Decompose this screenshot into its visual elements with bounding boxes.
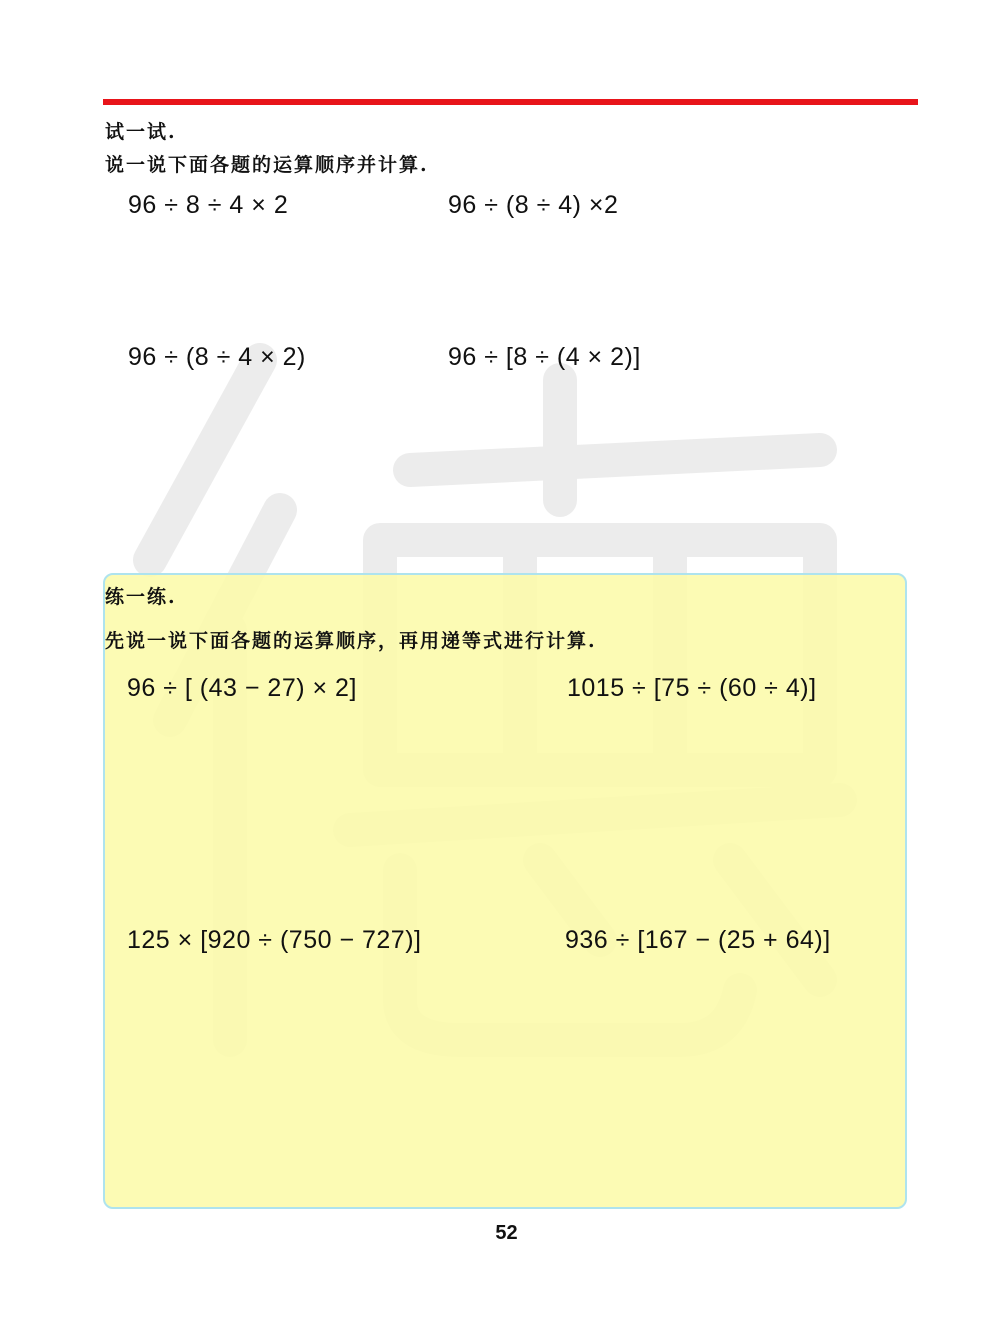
practice-section-instruction: 先说一说下面各题的运算顺序，再用递等式进行计算. (105, 630, 597, 652)
practice-section-title: 练一练. (105, 586, 177, 608)
practice-box (103, 573, 907, 1209)
practice-problem-1: 96 ÷ [ (43 − 27) × 2] (127, 674, 357, 702)
practice-problem-3: 125 × [920 ÷ (750 − 727)] (127, 926, 422, 954)
page-number: 52 (495, 1222, 518, 1244)
try-section-instruction: 说一说下面各题的运算顺序并计算. (105, 154, 429, 176)
try-problem-3: 96 ÷ (8 ÷ 4 × 2) (128, 343, 306, 371)
try-problem-1: 96 ÷ 8 ÷ 4 × 2 (128, 191, 289, 219)
try-problem-4: 96 ÷ [8 ÷ (4 × 2)] (448, 343, 641, 371)
try-problem-2: 96 ÷ (8 ÷ 4) ×2 (448, 191, 619, 219)
practice-problem-4: 936 ÷ [167 − (25 + 64)] (565, 926, 831, 954)
practice-problem-2: 1015 ÷ [75 ÷ (60 ÷ 4)] (567, 674, 817, 702)
top-red-rule (103, 99, 918, 105)
try-section-title: 试一试. (105, 121, 177, 143)
